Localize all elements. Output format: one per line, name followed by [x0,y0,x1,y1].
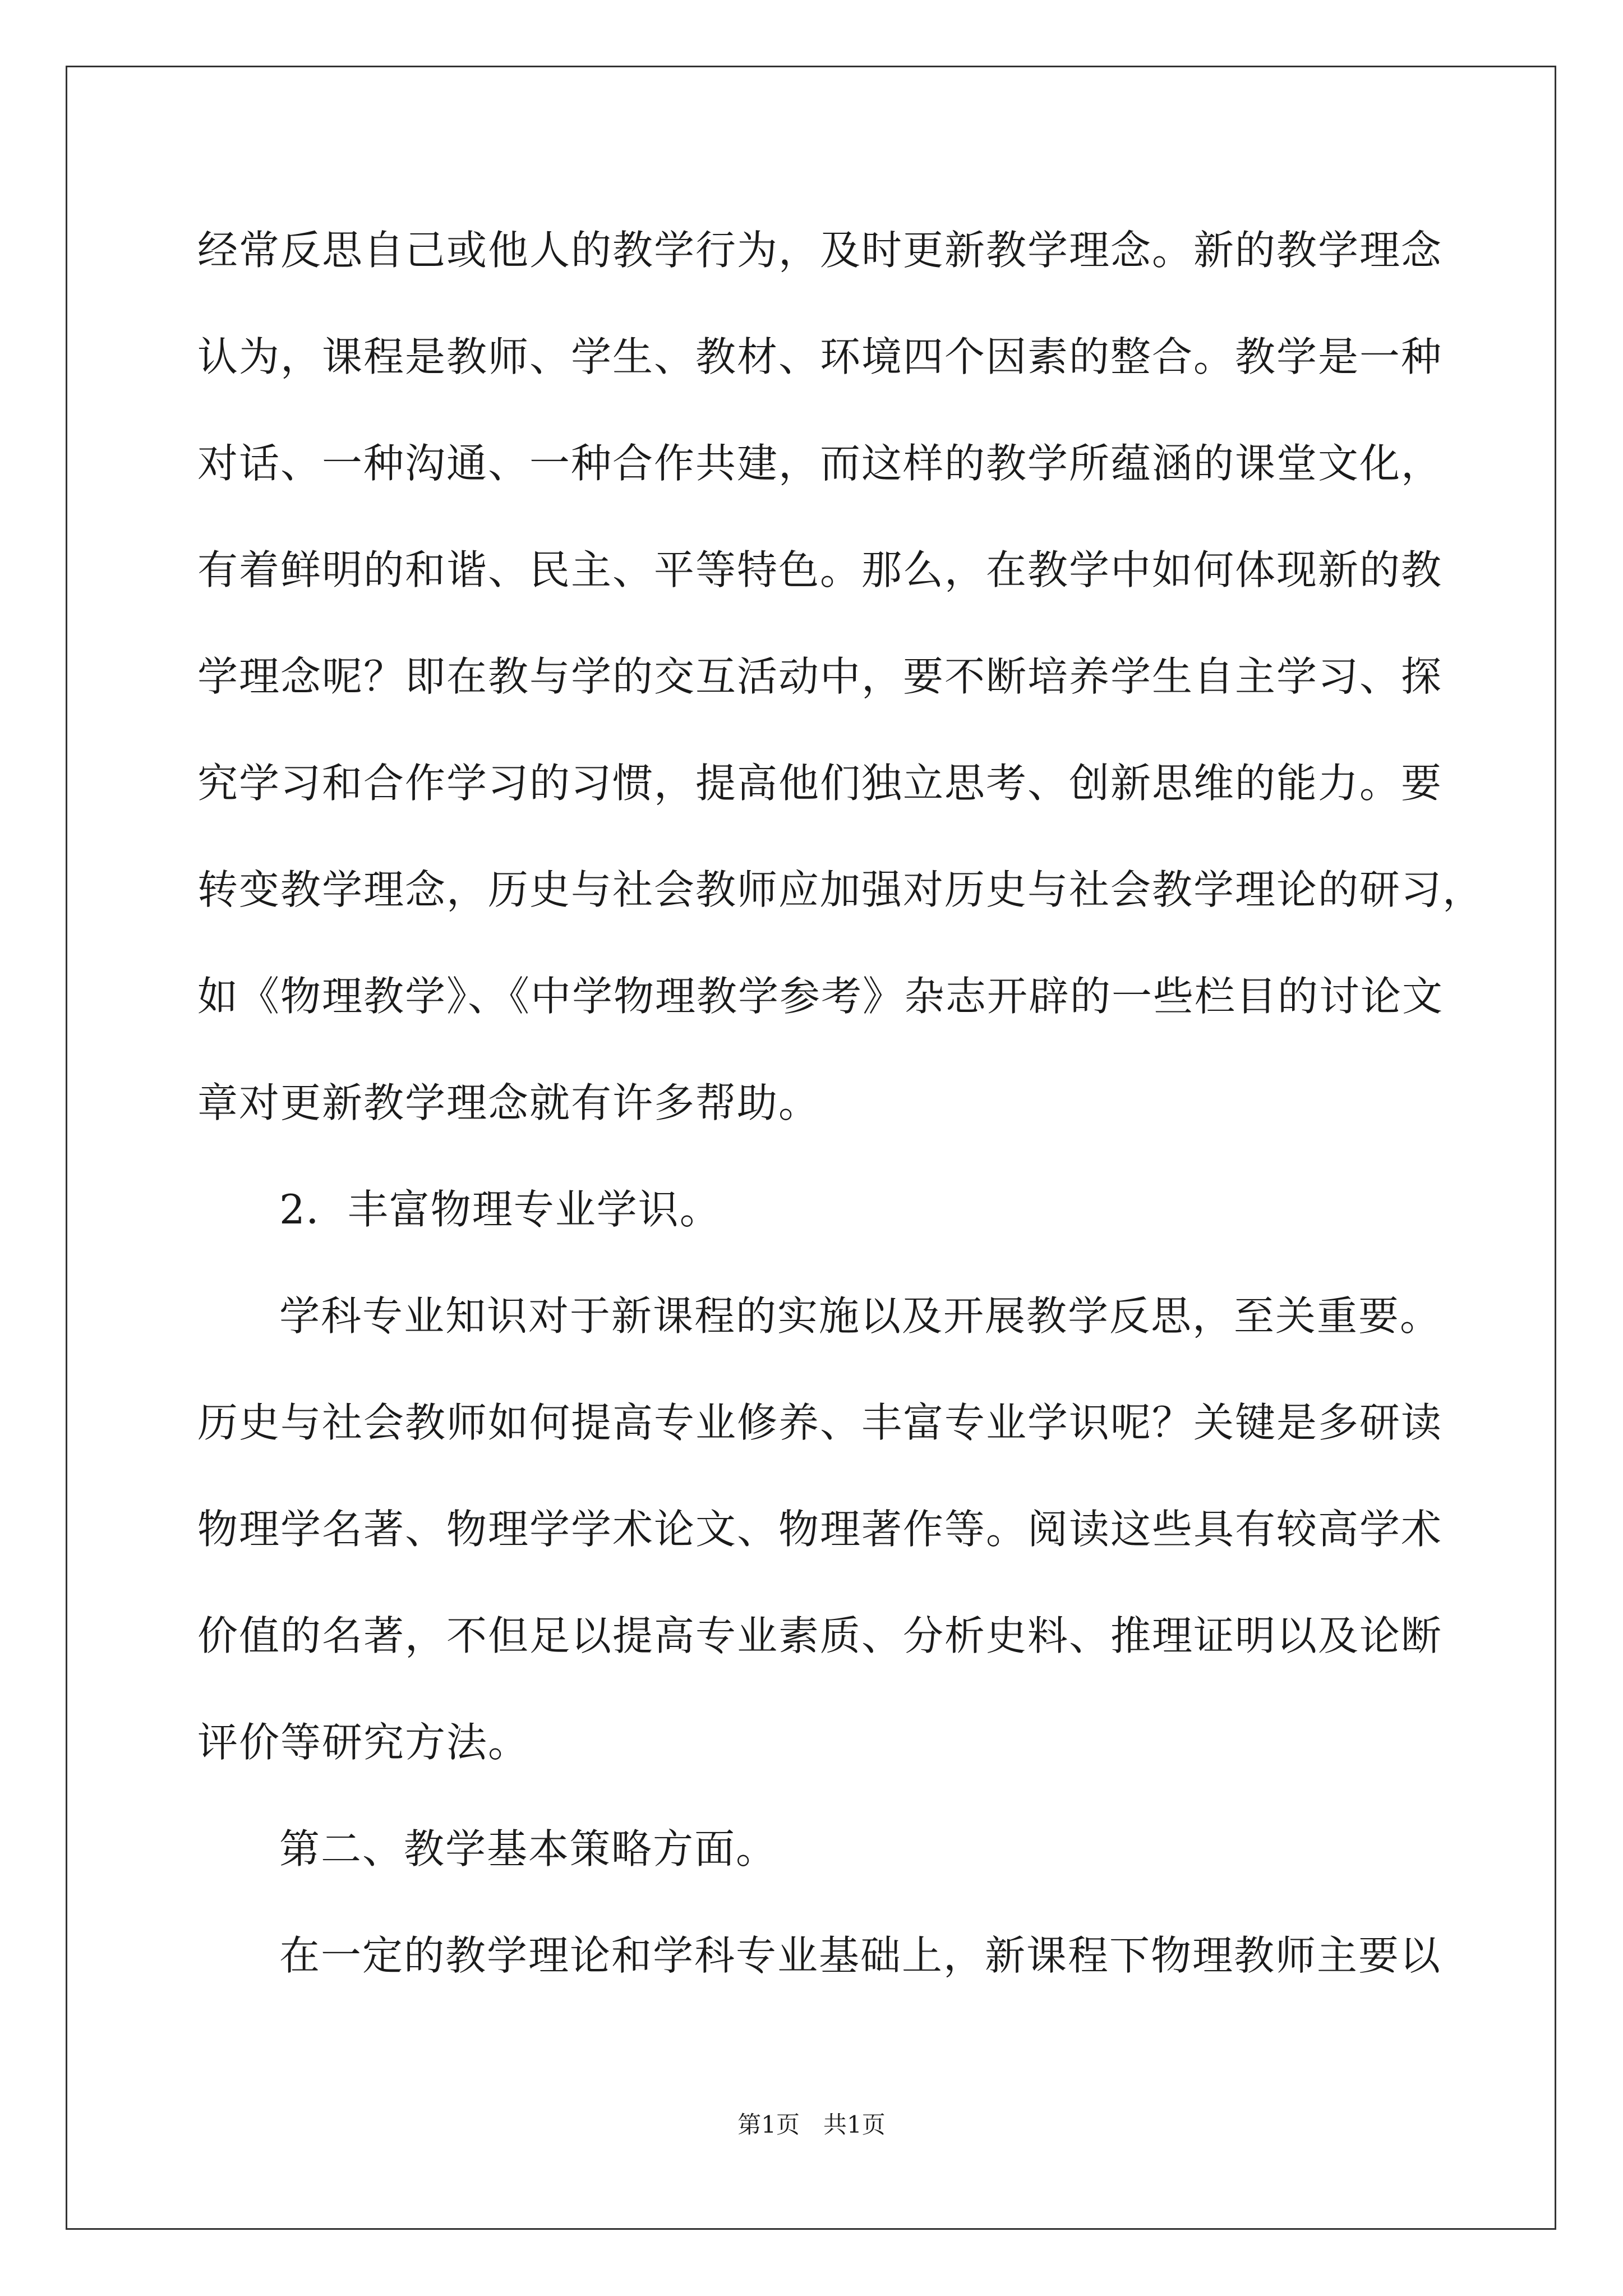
text-line: 学理念呢？即在教与学的交互活动中，要不断培养学生自主学习、探 [197,653,1443,700]
text-line: 如《物理教学》、《中学物理教学参考》杂志开辟的一些栏目的讨论文 [197,973,1444,1020]
text-line: 价值的名著，不但足以提高专业素质、分析史料、推理证明以及论断 [197,1612,1443,1659]
text-line: 章对更新教学理念就有许多帮助。 [197,1079,820,1126]
text-line: 认为，课程是教师、学生、教材、环境四个因素的整合。教学是一种 [197,333,1443,380]
text-line: 转变教学理念，历史与社会教师应加强对历史与社会教学理论的研习， [197,866,1484,913]
text-line: 究学习和合作学习的习惯，提高他们独立思考、创新思维的能力。要 [197,760,1443,807]
text-line: 经常反思自己或他人的教学行为，及时更新教学理念。新的教学理念 [197,227,1443,274]
text-line: 在一定的教学理论和学科专业基础上，新课程下物理教师主要以 [279,1932,1442,1979]
section-heading: 第二、教学基本策略方面。 [279,1825,778,1872]
text-line: 物理学名著、物理学学术论文、物理著作等。阅读这些具有较高学术 [197,1506,1443,1553]
section-heading: 2．丰富物理专业学识。 [279,1186,721,1233]
page-border [66,66,1556,2230]
text-line: 历史与社会教师如何提高专业修养、丰富专业学识呢？关键是多研读 [197,1399,1443,1446]
page-footer: 第1页 共1页 [737,2111,886,2138]
text-line: 对话、一种沟通、一种合作共建，而这样的教学所蕴涵的课堂文化， [197,440,1443,487]
text-line: 有着鲜明的和谐、民主、平等特色。那么，在教学中如何体现新的教 [197,546,1443,593]
text-line: 评价等研究方法。 [197,1719,530,1766]
text-line: 学科专业知识对于新课程的实施以及开展教学反思，至关重要。 [279,1292,1442,1340]
